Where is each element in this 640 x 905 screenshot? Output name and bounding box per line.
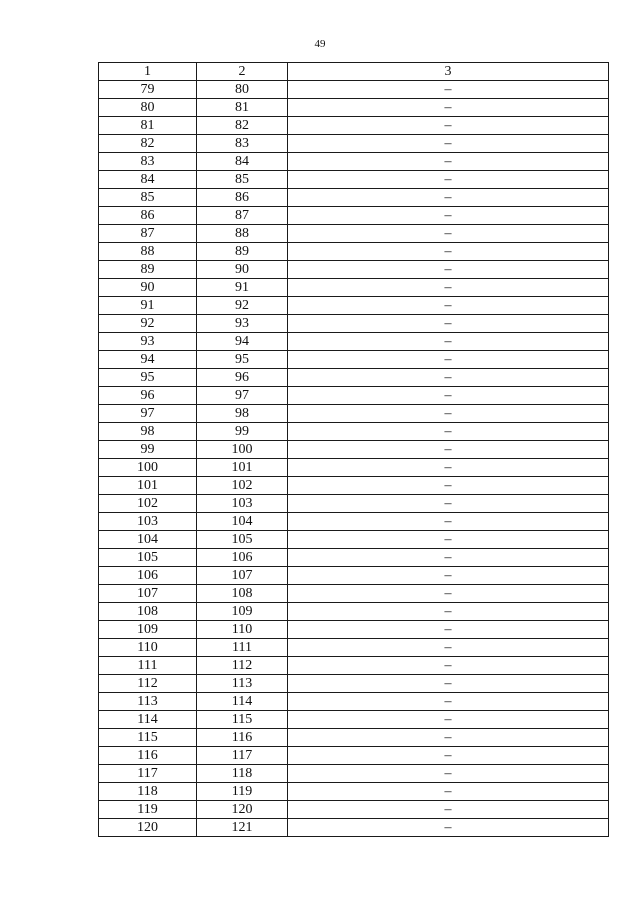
- table-cell-col-3: –: [288, 765, 609, 783]
- table-cell-col-3: –: [288, 477, 609, 495]
- table-cell-col-1: 102: [99, 495, 197, 513]
- table-cell-col-1: 86: [99, 207, 197, 225]
- table-row: [99, 153, 609, 171]
- table-cell-col-3: –: [288, 405, 609, 423]
- table-row: [99, 333, 609, 351]
- table-cell-col-3: –: [288, 603, 609, 621]
- table-row: [99, 765, 609, 783]
- table-cell-col-3: –: [288, 171, 609, 189]
- table-row: [99, 315, 609, 333]
- table-cell-col-2: 111: [197, 639, 288, 657]
- table-cell-col-2: 117: [197, 747, 288, 765]
- table-row: [99, 495, 609, 513]
- table-row: [99, 117, 609, 135]
- table-cell-col-3: –: [288, 531, 609, 549]
- table-cell-col-2: 82: [197, 117, 288, 135]
- table-cell-col-2: 83: [197, 135, 288, 153]
- table-cell-col-3: –: [288, 351, 609, 369]
- table-row: [99, 801, 609, 819]
- table-cell-col-3: –: [288, 423, 609, 441]
- table-cell-col-2: 87: [197, 207, 288, 225]
- table-cell-col-3: –: [288, 81, 609, 99]
- table-cell-col-2: 120: [197, 801, 288, 819]
- table-cell-col-3: –: [288, 261, 609, 279]
- table-cell-col-2: 113: [197, 675, 288, 693]
- table-cell-col-2: 86: [197, 189, 288, 207]
- table-row: [99, 279, 609, 297]
- table-cell-col-1: 91: [99, 297, 197, 315]
- table-row: [99, 675, 609, 693]
- table-row: [99, 567, 609, 585]
- table-cell-col-3: –: [288, 819, 609, 837]
- table-cell-col-3: –: [288, 369, 609, 387]
- table-body: [99, 81, 609, 837]
- table-cell-col-3: –: [288, 441, 609, 459]
- table-cell-col-2: 96: [197, 369, 288, 387]
- table-cell-col-3: –: [288, 99, 609, 117]
- table-cell-col-1: 95: [99, 369, 197, 387]
- table-cell-col-3: –: [288, 729, 609, 747]
- table-cell-col-2: 94: [197, 333, 288, 351]
- table-cell-col-2: 85: [197, 171, 288, 189]
- table-row: [99, 621, 609, 639]
- table-cell-col-2: 110: [197, 621, 288, 639]
- table-cell-col-1: 96: [99, 387, 197, 405]
- table-row: [99, 171, 609, 189]
- table-cell-col-2: 89: [197, 243, 288, 261]
- table-row: [99, 603, 609, 621]
- table-row: [99, 243, 609, 261]
- table-cell-col-1: 117: [99, 765, 197, 783]
- table-row: [99, 729, 609, 747]
- table-cell-col-2: 100: [197, 441, 288, 459]
- table-cell-col-2: 103: [197, 495, 288, 513]
- table-row: [99, 531, 609, 549]
- table-cell-col-2: 97: [197, 387, 288, 405]
- table-header: [99, 63, 609, 81]
- table-cell-col-1: 119: [99, 801, 197, 819]
- table-cell-col-1: 97: [99, 405, 197, 423]
- table-cell-col-3: –: [288, 315, 609, 333]
- table-cell-col-1: 89: [99, 261, 197, 279]
- table-cell-col-1: 116: [99, 747, 197, 765]
- table-row: [99, 207, 609, 225]
- table-row: [99, 711, 609, 729]
- table-row: [99, 693, 609, 711]
- table-cell-col-3: –: [288, 387, 609, 405]
- table-row: [99, 747, 609, 765]
- table-cell-col-1: 93: [99, 333, 197, 351]
- table-cell-col-2: 105: [197, 531, 288, 549]
- table-row: [99, 657, 609, 675]
- table-cell-col-2: 88: [197, 225, 288, 243]
- table-row: [99, 225, 609, 243]
- table-cell-col-2: 101: [197, 459, 288, 477]
- table-cell-col-1: 94: [99, 351, 197, 369]
- table-header-row: [99, 63, 609, 81]
- table-cell-col-2: 108: [197, 585, 288, 603]
- table-cell-col-1: 120: [99, 819, 197, 837]
- table-cell-col-1: 108: [99, 603, 197, 621]
- table-cell-col-3: –: [288, 585, 609, 603]
- table-row: [99, 783, 609, 801]
- table-cell-col-2: 107: [197, 567, 288, 585]
- table-row: [99, 81, 609, 99]
- table-cell-col-3: –: [288, 639, 609, 657]
- table-cell-col-3: –: [288, 459, 609, 477]
- table-cell-col-3: –: [288, 333, 609, 351]
- table-row: [99, 423, 609, 441]
- table-row: [99, 99, 609, 117]
- table-cell-col-1: 107: [99, 585, 197, 603]
- table-cell-col-3: –: [288, 189, 609, 207]
- table-cell-col-3: –: [288, 567, 609, 585]
- table-cell-col-2: 104: [197, 513, 288, 531]
- table-cell-col-2: 106: [197, 549, 288, 567]
- table-row: [99, 639, 609, 657]
- table-row: [99, 513, 609, 531]
- table-cell-col-3: –: [288, 279, 609, 297]
- table-cell-col-1: 84: [99, 171, 197, 189]
- table-cell-col-2: 80: [197, 81, 288, 99]
- table-row: [99, 549, 609, 567]
- table-cell-col-1: 87: [99, 225, 197, 243]
- table-row: [99, 441, 609, 459]
- table-cell-col-3: –: [288, 675, 609, 693]
- table-row: [99, 405, 609, 423]
- column-header-3: 3: [288, 63, 609, 81]
- table-cell-col-3: –: [288, 117, 609, 135]
- table-cell-col-1: 112: [99, 675, 197, 693]
- table-cell-col-2: 95: [197, 351, 288, 369]
- table-row: [99, 135, 609, 153]
- table-cell-col-2: 84: [197, 153, 288, 171]
- table-cell-col-1: 79: [99, 81, 197, 99]
- table-cell-col-3: –: [288, 153, 609, 171]
- table-cell-col-2: 99: [197, 423, 288, 441]
- table-cell-col-2: 90: [197, 261, 288, 279]
- table-cell-col-1: 90: [99, 279, 197, 297]
- table-cell-col-1: 83: [99, 153, 197, 171]
- table-cell-col-1: 110: [99, 639, 197, 657]
- page-number: 49: [314, 38, 326, 50]
- table-cell-col-3: –: [288, 693, 609, 711]
- table-row: [99, 459, 609, 477]
- table-cell-col-3: –: [288, 225, 609, 243]
- table-cell-col-1: 115: [99, 729, 197, 747]
- table-cell-col-2: 112: [197, 657, 288, 675]
- table-cell-col-3: –: [288, 549, 609, 567]
- table-cell-col-1: 111: [99, 657, 197, 675]
- table-cell-col-2: 115: [197, 711, 288, 729]
- table-cell-col-1: 85: [99, 189, 197, 207]
- table-cell-col-3: –: [288, 495, 609, 513]
- column-header-2: 2: [197, 63, 288, 81]
- table-cell-col-3: –: [288, 621, 609, 639]
- table-cell-col-3: –: [288, 135, 609, 153]
- column-header-1: 1: [99, 63, 197, 81]
- table-cell-col-1: 98: [99, 423, 197, 441]
- table-row: [99, 261, 609, 279]
- table-cell-col-3: –: [288, 747, 609, 765]
- table-cell-col-1: 100: [99, 459, 197, 477]
- table-cell-col-1: 88: [99, 243, 197, 261]
- table-cell-col-1: 82: [99, 135, 197, 153]
- table-row: [99, 477, 609, 495]
- table-cell-col-1: 99: [99, 441, 197, 459]
- table-row: [99, 387, 609, 405]
- table-cell-col-2: 93: [197, 315, 288, 333]
- table-cell-col-2: 109: [197, 603, 288, 621]
- table-cell-col-2: 102: [197, 477, 288, 495]
- table-cell-col-1: 106: [99, 567, 197, 585]
- table-cell-col-2: 116: [197, 729, 288, 747]
- table-cell-col-3: –: [288, 243, 609, 261]
- table-cell-col-2: 121: [197, 819, 288, 837]
- table-cell-col-1: 118: [99, 783, 197, 801]
- table-cell-col-1: 104: [99, 531, 197, 549]
- table-cell-col-3: –: [288, 513, 609, 531]
- table-cell-col-3: –: [288, 783, 609, 801]
- table-cell-col-1: 80: [99, 99, 197, 117]
- table-row: [99, 819, 609, 837]
- table-row: [99, 351, 609, 369]
- table-cell-col-2: 118: [197, 765, 288, 783]
- table-cell-col-1: 103: [99, 513, 197, 531]
- table-cell-col-3: –: [288, 711, 609, 729]
- table-cell-col-1: 113: [99, 693, 197, 711]
- table-cell-col-3: –: [288, 657, 609, 675]
- table-row: [99, 297, 609, 315]
- table-cell-col-2: 91: [197, 279, 288, 297]
- table-row: [99, 585, 609, 603]
- table-cell-col-1: 101: [99, 477, 197, 495]
- table-cell-col-2: 81: [197, 99, 288, 117]
- table-cell-col-2: 119: [197, 783, 288, 801]
- table-cell-col-2: 98: [197, 405, 288, 423]
- table-row: [99, 189, 609, 207]
- table-cell-col-1: 105: [99, 549, 197, 567]
- data-table: [98, 62, 609, 837]
- table-cell-col-3: –: [288, 207, 609, 225]
- table-row: [99, 369, 609, 387]
- table-cell-col-1: 92: [99, 315, 197, 333]
- table-cell-col-1: 81: [99, 117, 197, 135]
- table-cell-col-2: 114: [197, 693, 288, 711]
- table-cell-col-1: 114: [99, 711, 197, 729]
- table-cell-col-3: –: [288, 801, 609, 819]
- table-cell-col-3: –: [288, 297, 609, 315]
- table-cell-col-2: 92: [197, 297, 288, 315]
- table-cell-col-1: 109: [99, 621, 197, 639]
